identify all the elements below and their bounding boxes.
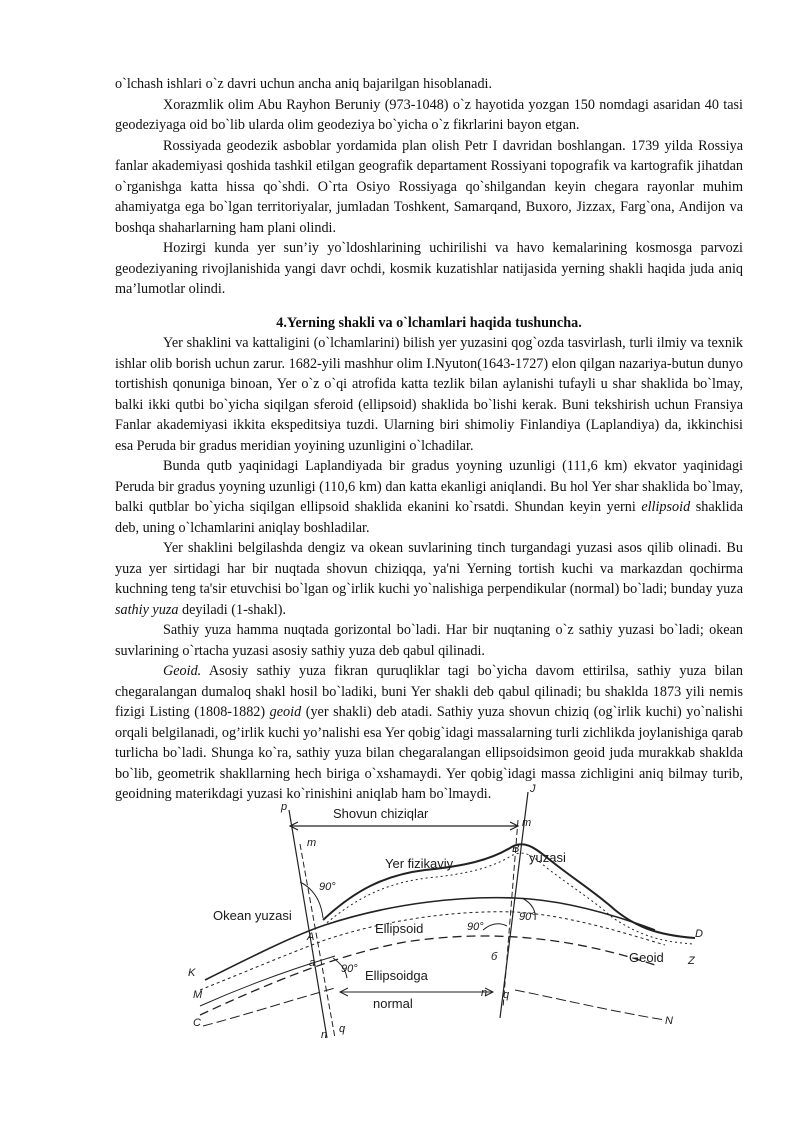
label-normal: normal	[373, 996, 413, 1011]
label-yer-fizikaviy: Yer fizikaviy	[385, 856, 454, 871]
paragraph: Xorazmlik olim Abu Rayhon Beruniy (973-1048) o`z hayotida yozgan 150 nomdagi asaridan 40 tasi geodeziyaga oid bo`lib ularda olim geodeziya bo`yicha o`z fikrlarini bayon etgan.	[115, 96, 743, 133]
text-run: deyiladi (1-shakl).	[178, 601, 287, 618]
label-j: J	[530, 783, 536, 795]
text-run: shaklida deb, uning o`lchamlarini aniqlay boshladilar.	[115, 499, 744, 536]
text-run: Bunda qutb yaqinidagi Laplandiyada bir gradus yoyning uzunligi (111,6 km) ekvator yaqinidagi Peruda bir gradus yoyning uzunligi (110,6 km) dan katta ekanligi aniqlandi. Bu hol Yer shar shaklida bo`lmay, balki qutblar bo`yicha siqilgan ellipsoid shaklida ekanini ko`rsatdi. Shundan keyin yerni	[115, 458, 743, 515]
label-Z: Z	[688, 955, 695, 967]
emphasis: sathiy yuza	[115, 601, 179, 618]
paragraph	[115, 538, 743, 620]
label-degree: 90°	[319, 881, 336, 893]
label-degree: 90°	[341, 963, 358, 975]
label-okean-yuzasi: Okean yuzasi	[213, 908, 292, 923]
label-M: M	[193, 989, 203, 1001]
label-ellipsoidga: Ellipsoidga	[365, 968, 428, 983]
label-K: K	[188, 967, 196, 979]
label-n: n	[321, 1029, 328, 1041]
label-a: a	[309, 957, 316, 969]
section-heading: 4.Yerning shakli va o`lchamlari haqida tushuncha.	[276, 314, 582, 331]
label-D: D	[695, 928, 703, 940]
label-q: q	[339, 1023, 346, 1035]
label-N: N	[665, 1015, 673, 1027]
emphasis: geoid	[269, 704, 302, 720]
label-degree: 90°	[467, 921, 484, 933]
text-run: Asosiy sathiy yuza fikran quruqliklar tagi bo`yicha davom ettirilsa, sathiy yuza bilan chegaralangan dumaloq shakl hosil bo`ladiki, buni Yer shakli deb qabul qilinadi; bu shaklda 1873 yili nemis fizigi Listing (1808-1882)	[115, 663, 743, 720]
label-ellipsoid: Ellipsoid	[375, 921, 424, 936]
label-n: n	[481, 987, 488, 999]
text-run: (yer shakli) deb atadi. Sathiy yuza shovun chiziq (og`irlik kuchi) yo`nalishi orqali belgilanadi, og’irlik kuchi yo’nalishi esa Yer qobig`idagi massalarning turli zichlikda joylanishiga qarab turlicha bo`ladi. Shunga ko`ra, sathiy yuza bilan chegaralangan ellipsoidsimon geoid juda murakkab shaklda bo`lib, geometrik shakllarning hech biriga o`xshamaydi. Yer qobig`idagi massa zichligini aniq bilmay turib, geoidning materikdagi yuzasi ko`rinishini aniqlab ham bo`lmaydi.	[115, 704, 743, 802]
paragraph: Sathiy yuza hamma nuqtada gorizontal bo`ladi. Har bir nuqtaning o`z sathiy yuzasi bo`ladi; okean suvlarining o`rtacha yuzasi asosiy sathiy yuza deb qabul qilinadi.	[115, 622, 743, 659]
normal-line-left	[300, 844, 335, 1038]
label-m: m	[307, 837, 317, 849]
label-p: p	[281, 801, 288, 813]
label-m: m	[522, 817, 532, 829]
text-body	[115, 74, 743, 805]
label-shovun: Shovun chiziqlar	[333, 806, 429, 821]
angle-arc	[483, 924, 507, 930]
emphasis: Geoid.	[163, 663, 202, 679]
paragraph: Hozirgi kunda yer sun’iy yo`ldoshlarining uchirilishi va havo kemalarining kosmosga parvozi geodeziyaning rivojlanishida yangi davr ochdi, kosmik kuzatishlar natijasida yerning shakli haqida juda aniq ma’lumotlar olindi.	[115, 240, 743, 297]
paragraph	[115, 456, 743, 538]
label-degree: 90°	[519, 911, 536, 923]
paragraph: Rossiyada geodezik asboblar yordamida plan olish Petr I davridan boshlangan. 1739 yilda Rossiya fanlar akademiyasi qoshida tashkil etilgan geografik departament Rossiyani topografik va kartografik jihatdan o`rganishga katta hissa qo`shdi. O`rta Osiyo Rossiyaga qo`shilgandan keyin chegara rayonlar muhim ahamiyatga ega bo`lgan territoriyalar, jumladan Toshkent, Samarqand, Buxoro, Jizzax, Farg`ona, Andijon va boshqa shaharlarning ham plani olindi.	[115, 137, 743, 236]
emphasis: ellipsoid	[641, 499, 691, 515]
label-q: q	[503, 989, 510, 1001]
label-A: A	[307, 931, 315, 943]
label-yuzasi: yuzasi	[529, 850, 566, 865]
label-B: B	[512, 843, 520, 855]
geoid-figure	[185, 780, 715, 1045]
label-geoid: Geoid	[629, 950, 664, 965]
label-b: б	[491, 951, 498, 963]
lower-curve	[203, 988, 665, 1026]
paragraph: o`lchash ishlari o`z davri uchun ancha aniq bajarilgan hisoblanadi.	[115, 76, 493, 92]
text-run: Yer shaklini belgilashda dengiz va okean suvlarining tinch turgandagi yuzasi asos qilib olinadi. Bu yuza yer sirtidagi har bir nuqtada shovun chiziqqa, ya'ni Yerning tortish kuchi va markazdan qochirma kuchning teng ta'sir etuvchisi bo`lgan og`irlik kuchi yo`nalishiga perpendikular (normal) bo`ladi; bunday yuza	[115, 540, 743, 597]
paragraph: Yer shaklini va kattaligini (o`lchamlarini) bilish yer yuzasini qog`ozda tasvirlash, turli ilmiy va texnik ishlar olib borish uchun zarur. 1682-yili mashhur olim I.Nyuton(1643-1727) elon qilgan nazariya-butun dunyo tortishish qonuniga binoan, Yer o`z o`qi atrofida katta tezlik bilan aylanishi tufayli u shar shaklida bo`lmay, balki ikki qutbi bo`yicha siqilgan sferoid (ellipsoid) shaklida bo`lishi kerak. Buni tekshirish uchun Fransiya Fanlar akademiyasi ikkita ekspeditsiya tuzdi. Ularning biri shimoliy Finlandiya (Laplandiya) da, ikkinchisi esa Peruda bir gradus meridian yoyining uzunligini o`lchadilar.	[115, 335, 743, 454]
label-C: C	[193, 1017, 201, 1029]
